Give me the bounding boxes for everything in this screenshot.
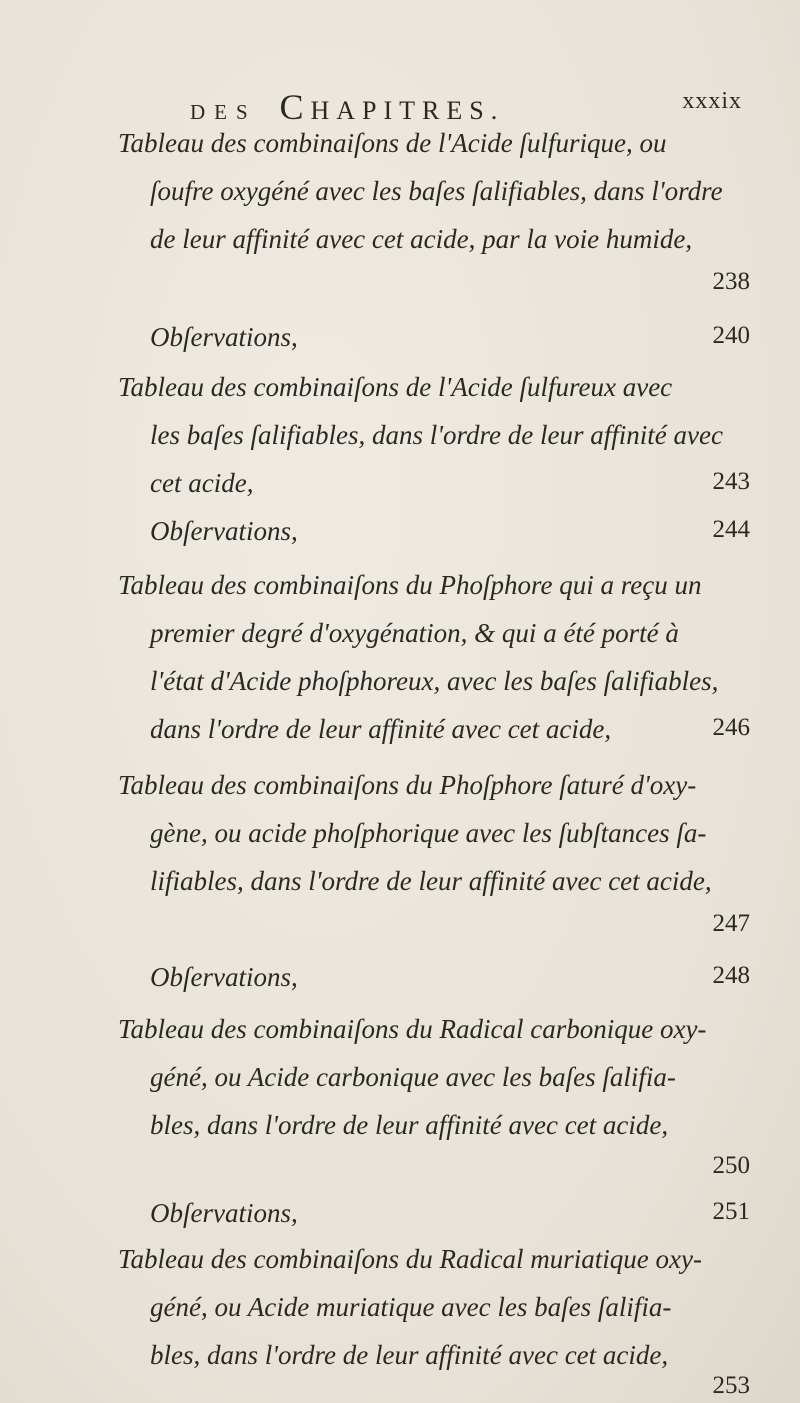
entry-line: Obſervations, [150, 322, 298, 352]
entry-line: les baſes ſalifiables, dans l'ordre de leur affinité avec [150, 420, 723, 450]
entry-line: géné, ou Acide carbonique avec les baſes ſalifia- [150, 1062, 676, 1092]
entry-line: premier degré d'oxygénation, & qui a été porté à [150, 618, 679, 648]
entry-line: Tableau des combinaiſons de l'Acide ſulfurique, ou [118, 128, 667, 158]
page-number: 247 [712, 910, 750, 937]
entry-line: Obſervations, [150, 516, 298, 546]
entry-line: Tableau des combinaiſons de l'Acide ſulfureux avec [118, 372, 673, 402]
folio-number: xxxix [682, 88, 742, 114]
entry-line: Tableau des combinaiſons du Radical muriatique oxy- [118, 1244, 702, 1274]
entry-line: de leur affinité avec cet acide, par la voie humide, [150, 224, 693, 254]
entry-line: Obſervations, [150, 1198, 298, 1228]
entry-line: l'état d'Acide phoſphoreux, avec les baſes ſalifiables, [150, 666, 719, 696]
page-number: 250 [712, 1152, 750, 1179]
page-number: 240 [712, 322, 750, 349]
header-chapitres [279, 87, 505, 127]
entry-line: bles, dans l'ordre de leur affinité avec cet acide, [150, 1340, 669, 1370]
page-number: 238 [712, 268, 750, 295]
page-number: 246 [712, 714, 750, 741]
running-header [190, 86, 750, 126]
entry-line: Tableau des combinaiſons du Phoſphore qui a reçu un [118, 570, 702, 600]
page-number: 248 [712, 962, 750, 989]
entry-line: dans l'ordre de leur affinité avec cet acide, [150, 714, 612, 744]
header-des: DES [190, 100, 257, 124]
entry-line: cet acide, [150, 468, 254, 498]
entry-line: bles, dans l'ordre de leur affinité avec cet acide, [150, 1110, 669, 1140]
header-chapitres-rest: HAPITRES. [310, 96, 505, 125]
entry-line: Tableau des combinaiſons du Radical carbonique oxy- [118, 1014, 707, 1044]
page-number: 253 [712, 1372, 750, 1399]
page-number: 244 [712, 516, 750, 543]
entry-line: lifiables, dans l'ordre de leur affinité avec cet acide, [150, 866, 712, 896]
header-chapitres-initial: C [279, 87, 311, 127]
entry-line: géné, ou Acide muriatique avec les baſes ſalifia- [150, 1292, 672, 1322]
page-number: 243 [712, 468, 750, 495]
entry-line: ſoufre oxygéné avec les baſes ſalifiables, dans l'ordre [150, 176, 723, 206]
entry-line: Tableau des combinaiſons du Phoſphore ſaturé d'oxy- [118, 770, 697, 800]
entry-line: Obſervations, [150, 962, 298, 992]
page-number: 251 [712, 1198, 750, 1225]
entry-line: gène, ou acide phoſphorique avec les ſubſtances ſa- [150, 818, 707, 848]
